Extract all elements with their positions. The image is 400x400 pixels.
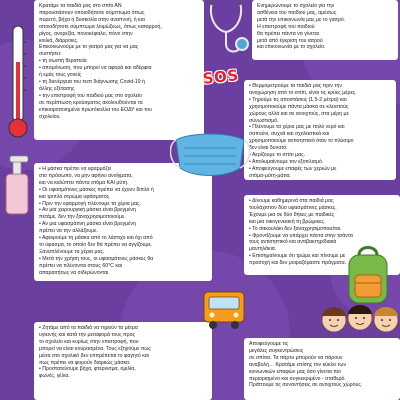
- card1-line: ρίγος, ανορεξία, πονοκέφαλο, πόνο στην: [39, 30, 133, 37]
- card2-line: μετά από έγκριση του ιατρού: [257, 37, 323, 44]
- card1-line: ή εμάς τους γονείς: [39, 72, 82, 79]
- card3-line: χώρους αλλά και σε ανοιχτούς, στα μέρη με: [249, 110, 349, 117]
- card-transport-text: [39, 325, 207, 380]
- children-faces-icon: [320, 298, 400, 338]
- card4-line: • Οι υφασμάτινες μάσκες πρέπει να έχουν διπλό ή: [39, 186, 154, 193]
- card-stay-home-text: [39, 3, 199, 120]
- card4-line: • Η μάσκα πρέπει να εφαρμόζει: [39, 166, 112, 172]
- card7-line: Πράττουμε τις συναντήσεις σε ανοιχτούς χώρους.: [249, 382, 363, 389]
- card3-line: χρησιμοποιούμε πάντα μάσκα σε κλειστούς: [249, 103, 349, 110]
- card6-line: • Προστατεύουμε βήχα, φτέρνισμα, ομιλία,: [39, 366, 136, 373]
- card3-line: στόμα-μύτη-μάτια.: [249, 172, 291, 179]
- card4-line: • Αν μια υφασμάτινη μάσκα είναι βρεγμένη: [39, 221, 136, 228]
- card4-line: και τριπλό στρώμα υφάσματος.: [39, 193, 111, 200]
- card3-line: χρησιμοποιούμε αντισηπτικό όταν το πλύσιμο: [249, 138, 354, 145]
- card4-line: το ύφασμα, το οποίο δεν θα πρέπει να αγγίζουμε.: [39, 241, 153, 248]
- card1-line: • τη διενέργεια του τεστ διάγνωσης Covid-19 ή: [39, 78, 145, 85]
- card3-line: δεν είναι δυνατό.: [249, 145, 288, 152]
- card7-line: σε σπίτια. Τα πάρτυ μπορούν να πάρουν: [249, 354, 343, 361]
- card5-line: τουλάχιστον δύο υφασμάτινες μάσκες.: [249, 204, 337, 211]
- card-hygiene-measures-text: [249, 83, 391, 180]
- card1-line: Επικοινωνούμε με το γιατρό μας για να μας: [39, 44, 139, 51]
- card6-line: φωνές, γέλια.: [39, 373, 70, 380]
- card5-line: και μια οικογενειακή τη βρώμικες.: [249, 218, 326, 225]
- card2-line: ασθένεια του παιδιού μας, αμέσως: [257, 9, 337, 16]
- card5-line: • Επισημαίνουμε ότι τρώμε και πίνουμε με: [249, 253, 346, 260]
- card3-line: • Αποφεύγουμε επαφές των χεριών με: [249, 165, 337, 172]
- card4-line: • Μετά την χρήση τους, οι υφασμάτινες μάσκες θα: [39, 255, 154, 262]
- card4-line: και να καλύπτει πάντα στόμα ΚΑΙ μύτη.: [39, 179, 129, 186]
- card2-line: και επικοινωνία με το σχολείο.: [257, 44, 326, 51]
- card3-line: • Τηρούμε τις αποστάσεις (1,5-2 μέτρα) και: [249, 96, 347, 103]
- card4-line: • Αν μια χειρουργική μάσκα είναι βρεγμένη: [39, 207, 136, 214]
- card3-line: • Απολυμαίνουμε τον εξοπλισμό.: [249, 158, 324, 165]
- card-mask-use-text: [39, 166, 207, 277]
- card3-line: σαπούνι, συχνά και σχολαστικά και: [249, 131, 330, 138]
- card4-line: • Πριν την εφαρμογή πλένουμε τα χέρια μας.: [39, 200, 141, 207]
- card-transport: [34, 322, 212, 400]
- card1-line: επικαιροποιημένα πρωτόκολλα του ΕΟΔΥ και του: [39, 106, 152, 113]
- card7-line: περιορισμένο και συγκεκριμένο - σταθερό.: [249, 375, 346, 382]
- card5-line: Έχουμε μια σε δύο θήκες με παιδικές: [249, 211, 335, 218]
- card-gatherings: [244, 338, 400, 400]
- card4-line: στο πρόσωπο, να μην αφήνει ανοίγματα,: [39, 172, 133, 179]
- card1-line: πυρετό, βήχα ή δυσκολία στην αναπνοή, ή και: [39, 16, 145, 23]
- card4-line: πρέπει να πλένονται στους 60°C και: [39, 262, 123, 269]
- card5-line: • Το σακουλάκι δεν ξαναχρησιμοποιείται.: [249, 225, 342, 232]
- card2-line: θα πρέπει πάντα να γίνεται: [257, 30, 319, 37]
- card5-line: • Φροντίζουμε να υπάρχει πάντα στην τσάντα: [249, 232, 353, 239]
- stethoscope-icon: [204, 0, 252, 60]
- card4-line: πρέπει να την αλλάζουμε.: [39, 228, 98, 235]
- card4-line: απαραιτήτως να σιδερώνονται.: [39, 269, 110, 276]
- card6-line: πως πρέπει να φορούν διαρκώς μάσκα.: [39, 359, 131, 366]
- card-inform-school-text: [257, 3, 393, 51]
- card3-line: • Αερίζουμε το σπίτι μας.: [249, 152, 306, 159]
- face-mask-icon: [170, 130, 250, 180]
- card7-line: κοινωνικών επαφών μας όσο γίνεται πιο: [249, 368, 342, 375]
- card5-line: τους αντισηπτικό και αντιβακτηριδιακά: [249, 239, 337, 246]
- card6-line: υγιεινής και κατά την μεταφορά τους προς: [39, 331, 135, 338]
- card1-line: συστήσει:: [39, 51, 62, 58]
- card3-line: αναχώρηση από το σπίτι, είναι τις κρύες μέρες.: [249, 89, 357, 96]
- card-inform-school: [252, 0, 398, 60]
- card-gatherings-text: [249, 341, 395, 389]
- card2-line: Ενημερώνουμε το σχολείο για την: [257, 3, 335, 9]
- card7-line: Αποφεύγουμε τις: [249, 341, 289, 347]
- card5-line: μαντηλάκια.: [249, 246, 277, 253]
- card1-line: σε περίπτωση κρούσματος ακολουθούνται τα: [39, 99, 143, 106]
- card3-line: • Πλένουμε τα χέρια μας με πολύ νερό και: [249, 124, 345, 131]
- card1-line: σχολείου.: [39, 113, 61, 120]
- card4-line: πετάμε, δεν την ξαναχρησιμοποιούμε.: [39, 214, 126, 221]
- thermometer-icon: [4, 22, 32, 142]
- card7-line: αναβολή… Κρατάμε επίσης τον κύκλο των: [249, 361, 347, 368]
- card2-line: μετά την επικοινωνία μας με το γιατρό.: [257, 16, 346, 23]
- card3-line: συνωστισμό.: [249, 117, 279, 124]
- card5-line: προσοχή και δεν μοιραζόμαστε πράγματα.: [249, 260, 347, 267]
- card1-line: • τη σωστή θεραπεία: [39, 58, 87, 65]
- card2-line: Η επιστροφή του παιδιού: [257, 23, 315, 30]
- card3-line: • Θερμομετρούμε τα παιδιά μας πριν την: [249, 83, 342, 89]
- card6-line: μέσα στο σχολικό δεν επιτρέπεται το φαγητό και: [39, 352, 149, 359]
- card6-line: • Ζητάμε από τα παιδιά να τηρούν τα μέτρα: [39, 325, 138, 331]
- card1-line: άλλης εξέτασης: [39, 85, 75, 92]
- card1-line: παρουσιάσουν οποιοδήποτε σύμπτωμα όπως: [39, 9, 145, 16]
- card-hygiene-measures: [244, 80, 396, 180]
- card1-line: • την επιστροφή του παιδιού μας στο σχολείο: [39, 92, 142, 99]
- card6-line: μπορεί να είναι κουρασμένα. Τους εξηγούμε πως: [39, 345, 151, 352]
- card-stay-home: [34, 0, 204, 140]
- card6-line: το σχολείο και κυρίως στην επιστροφή, που: [39, 338, 139, 345]
- card1-line: οποιοδήποτε σύμπτωμα λοιμώξεως, όπως καταρροή,: [39, 23, 162, 30]
- hand-soap-icon: [0, 150, 34, 220]
- card1-line: • απομόνωση, που μπορεί να αφορά και αδέρφια: [39, 65, 152, 72]
- card1-line: κοιλιά, διάρροιες.: [39, 37, 79, 44]
- card-mask-use: [34, 163, 212, 281]
- card4-line: • Αφαιρούμε τη μάσκα από το λάστιχο και όχι από: [39, 235, 153, 242]
- sos-badge: SOS: [201, 66, 240, 88]
- card4-line: Ξαναπλένουμε τα χέρια μας.: [39, 248, 105, 255]
- card5-line: • Δίνουμε καθημερινά στα παιδιά μας: [249, 198, 334, 204]
- card1-line: Κρατάμε τα παιδιά μας στο σπίτι ΑΝ: [39, 3, 122, 9]
- school-bus-icon: [200, 288, 248, 332]
- card7-line: μεγάλες συγκεντρώσεις: [249, 347, 304, 354]
